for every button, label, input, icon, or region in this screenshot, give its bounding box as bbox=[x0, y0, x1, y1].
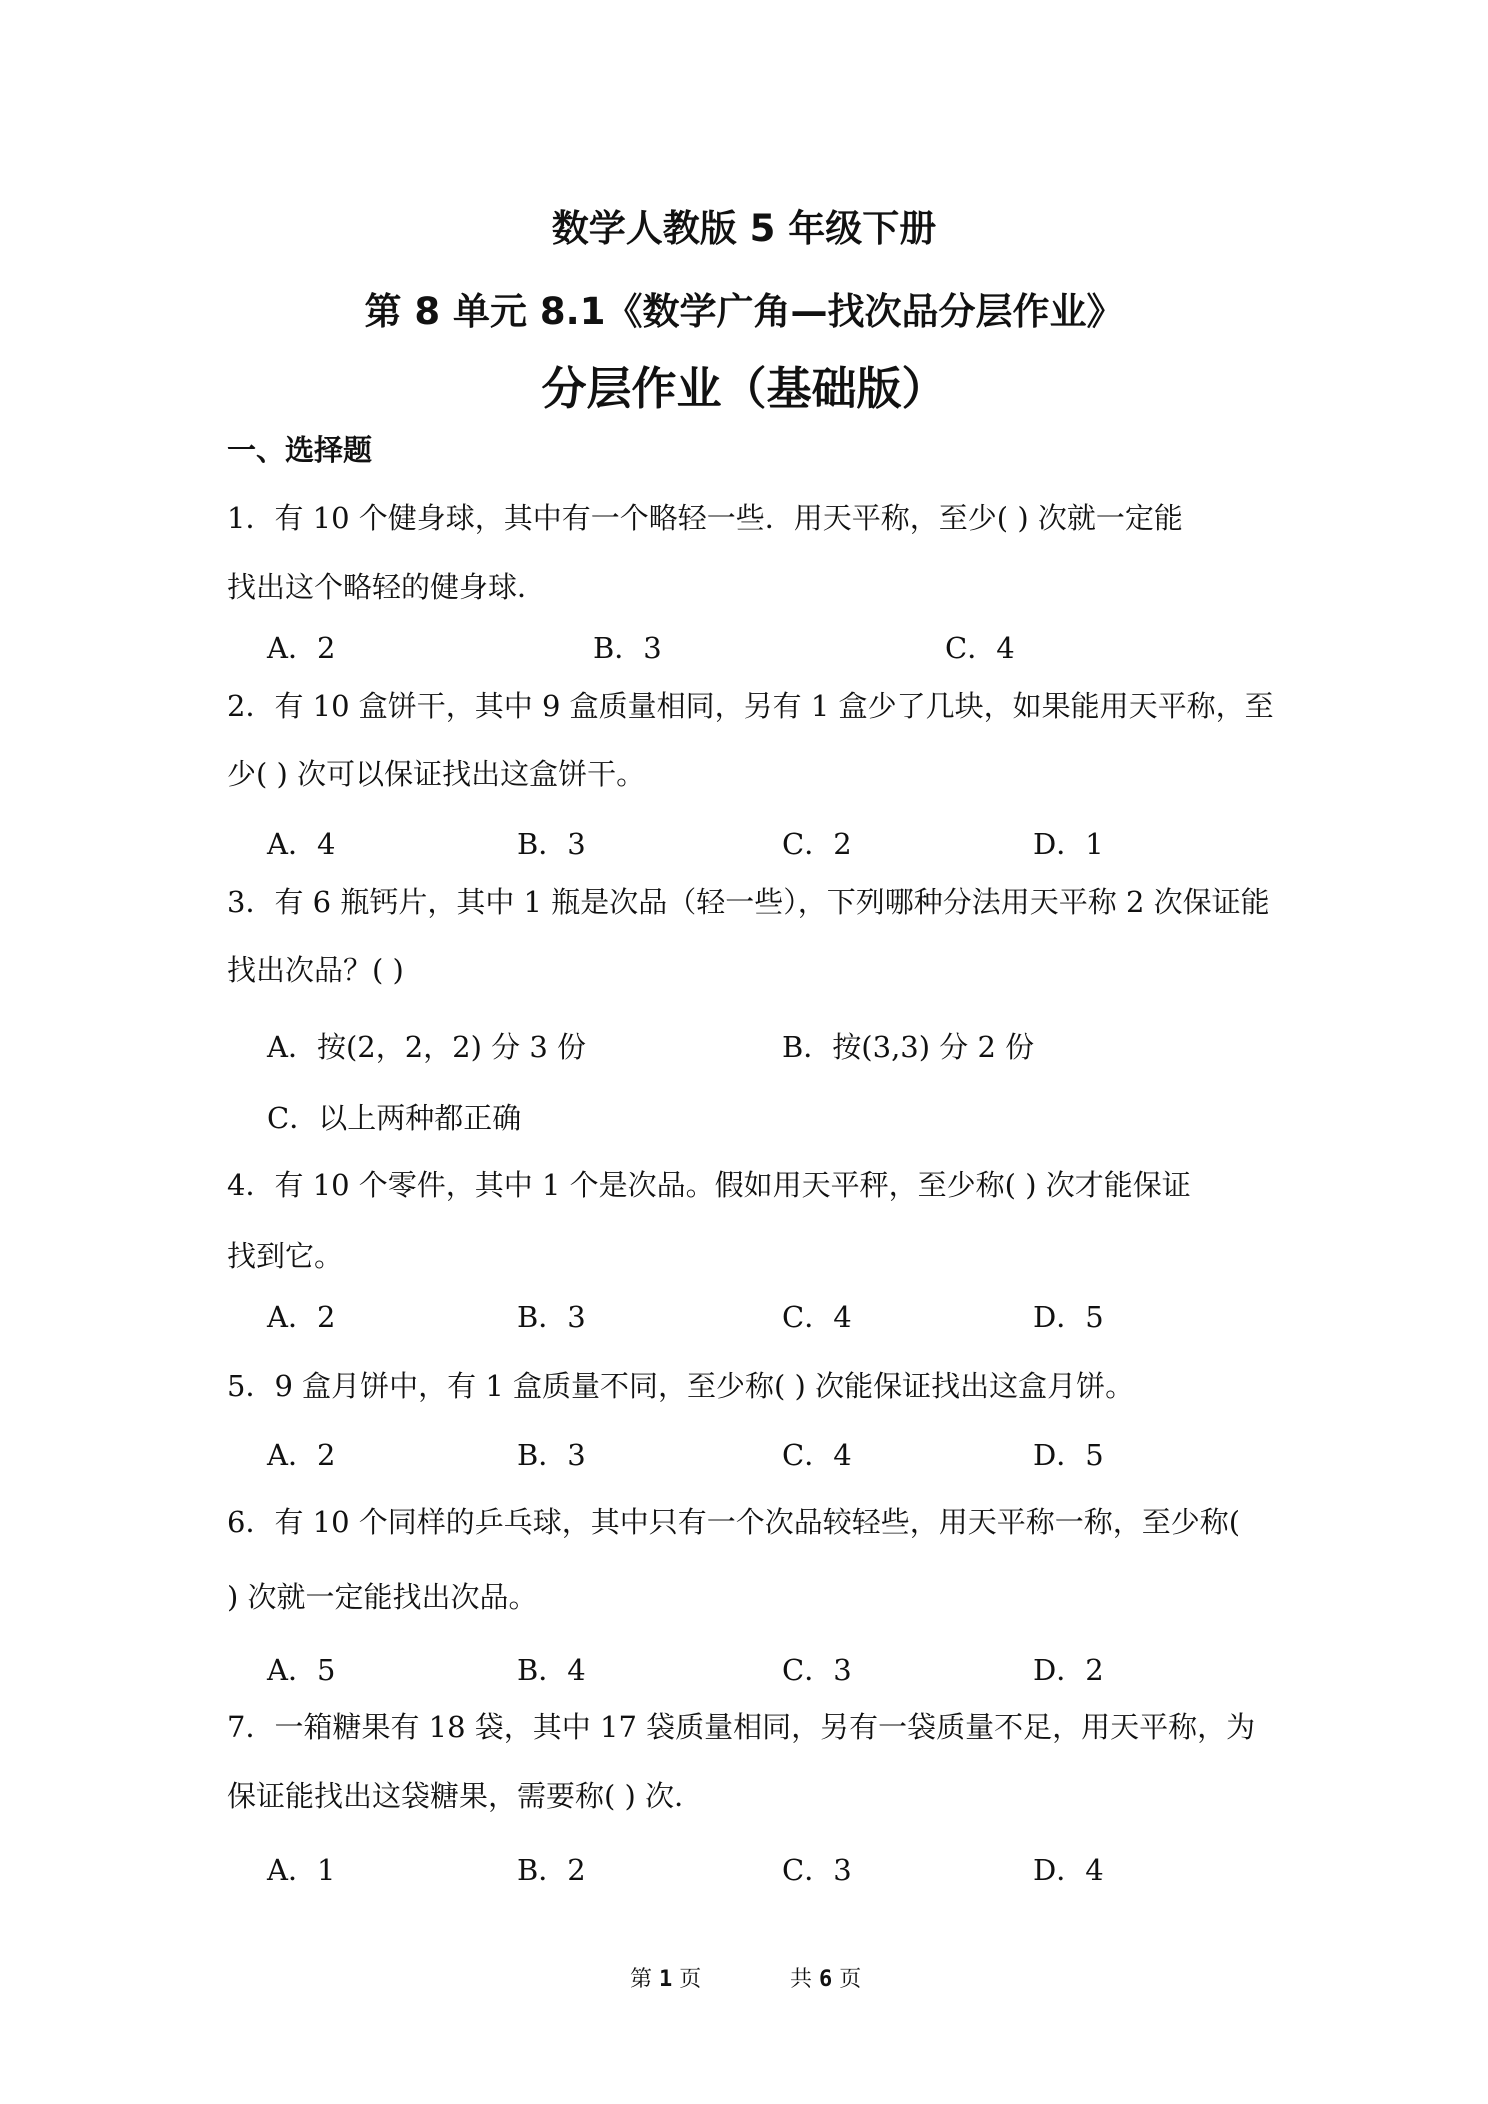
option-b: B．3 bbox=[593, 631, 662, 665]
total-num: 6 bbox=[819, 1967, 833, 1992]
question-5-line-1: 5．9 盒月饼中，有 1 盒质量不同，至少称( ) 次能保证找出这盒月饼。 bbox=[227, 1369, 1135, 1403]
page-prefix: 第 bbox=[630, 1967, 653, 1992]
page-suffix: 页 bbox=[679, 1967, 702, 1992]
option-a: A．4 bbox=[267, 827, 336, 861]
option-b: B．2 bbox=[517, 1853, 586, 1887]
page-total bbox=[790, 1962, 861, 1993]
option-a: A．2 bbox=[267, 1300, 336, 1334]
option-a: A．5 bbox=[267, 1653, 336, 1687]
option-b: B．3 bbox=[517, 1438, 586, 1472]
option-d: D．5 bbox=[1033, 1438, 1104, 1472]
question-4-line-2: 找到它。 bbox=[227, 1239, 344, 1273]
option-c: C．2 bbox=[782, 827, 852, 861]
option-b: B．3 bbox=[517, 1300, 586, 1334]
question-4-line-1: 4．有 10 个零件，其中 1 个是次品。假如用天平秤，至少称( ) 次才能保证 bbox=[227, 1168, 1191, 1202]
total-prefix: 共 bbox=[790, 1967, 813, 1992]
question-1-line-1: 1．有 10 个健身球，其中有一个略轻一些．用天平称，至少( ) 次就一定能 bbox=[227, 501, 1183, 535]
question-6-line-1: 6．有 10 个同样的乒乓球，其中只有一个次品较轻些，用天平称一称，至少称( bbox=[227, 1505, 1241, 1539]
option-c: C．以上两种都正确 bbox=[267, 1101, 522, 1135]
option-b: B．4 bbox=[517, 1653, 586, 1687]
page-num: 1 bbox=[659, 1967, 673, 1992]
option-a: A．2 bbox=[267, 631, 336, 665]
option-d: D．4 bbox=[1033, 1853, 1104, 1887]
option-d: D．2 bbox=[1033, 1653, 1104, 1687]
option-a: A．1 bbox=[267, 1853, 336, 1887]
option-c: C．4 bbox=[782, 1438, 852, 1472]
option-d: D．5 bbox=[1033, 1300, 1104, 1334]
document-title: 数学人教版 5 年级下册 bbox=[551, 207, 937, 250]
question-2-line-2: 少( ) 次可以保证找出这盒饼干。 bbox=[227, 757, 646, 791]
option-a: A．按(2，2，2) 分 3 份 bbox=[267, 1030, 587, 1064]
option-c: C．4 bbox=[782, 1300, 852, 1334]
version-title: 分层作业（基础版） bbox=[541, 362, 947, 415]
question-2-line-1: 2．有 10 盒饼干，其中 9 盒质量相同，另有 1 盒少了几块，如果能用天平称，至 bbox=[227, 689, 1274, 723]
question-3-line-2: 找出次品？( ) bbox=[227, 953, 404, 987]
option-b: B．按(3,3) 分 2 份 bbox=[782, 1030, 1035, 1064]
option-c: C．4 bbox=[945, 631, 1015, 665]
option-b: B．3 bbox=[517, 827, 586, 861]
question-1-line-2: 找出这个略轻的健身球． bbox=[227, 570, 547, 604]
option-d: D．1 bbox=[1033, 827, 1104, 861]
option-c: C．3 bbox=[782, 1653, 852, 1687]
page-number bbox=[630, 1962, 701, 1993]
total-suffix: 页 bbox=[839, 1967, 862, 1992]
question-7-line-2: 保证能找出这袋糖果，需要称( ) 次． bbox=[227, 1779, 704, 1813]
section-heading: 一、选择题 bbox=[227, 433, 373, 467]
question-7-line-1: 7．一箱糖果有 18 袋，其中 17 袋质量相同，另有一袋质量不足，用天平称，为 bbox=[227, 1710, 1256, 1744]
question-6-line-2: ) 次就一定能找出次品。 bbox=[227, 1580, 538, 1614]
unit-title: 第 8 单元 8.1《数学广角—找次品分层作业》 bbox=[364, 290, 1124, 333]
option-c: C．3 bbox=[782, 1853, 852, 1887]
option-a: A．2 bbox=[267, 1438, 336, 1472]
question-3-line-1: 3．有 6 瓶钙片，其中 1 瓶是次品（轻一些），下列哪种分法用天平称 2 次保证能 bbox=[227, 885, 1270, 919]
